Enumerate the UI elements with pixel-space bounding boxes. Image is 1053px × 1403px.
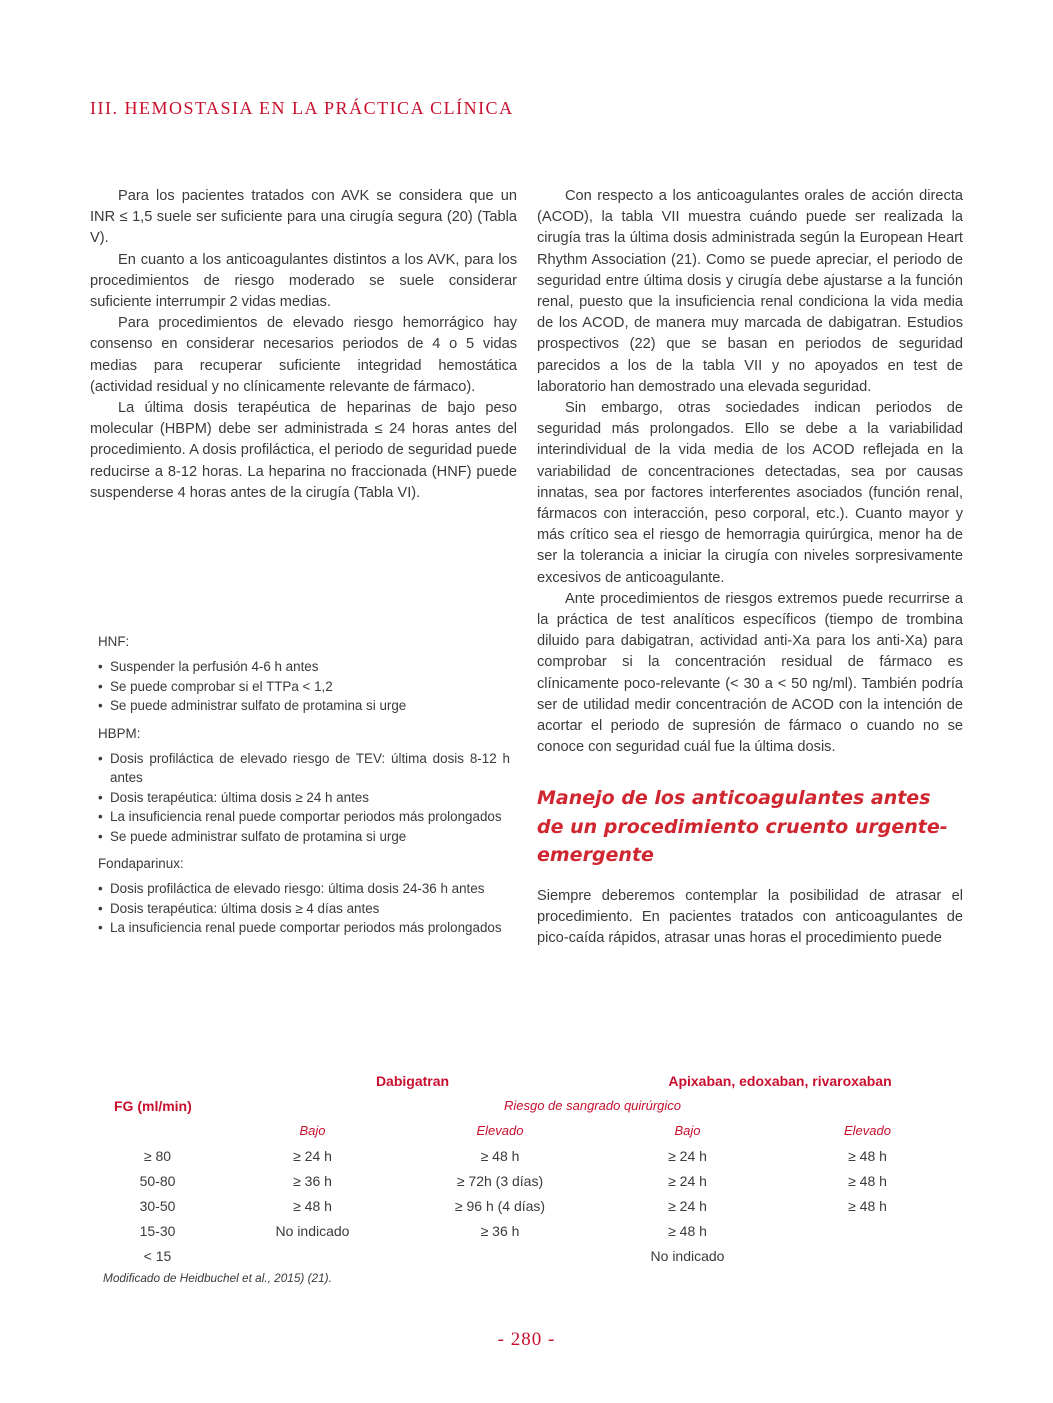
table-cell: 50-80 xyxy=(139,1172,176,1189)
table-cell xyxy=(775,1218,960,1243)
running-header: III. HEMOSTASIA EN LA PRÁCTICA CLÍNICA xyxy=(90,98,514,118)
fg-header: FG (ml/min) xyxy=(114,1097,192,1114)
table-footnote: Modificado de Heidbuchel et al., 2015) (21). xyxy=(103,1271,332,1285)
table-cell: ≥ 24 h xyxy=(293,1147,332,1164)
hbpm-title: HBPM: xyxy=(98,725,141,741)
table-cell: ≥ 24 h xyxy=(668,1147,707,1164)
section-heading: Manejo de los anticoagulantes antes de un procedimiento cruento urgente-emergente xyxy=(537,787,948,866)
table-header-row xyxy=(90,1093,960,1118)
table-cell: ≥ 36 h xyxy=(480,1222,520,1239)
hbpm-list xyxy=(98,749,510,846)
table-row xyxy=(90,1168,960,1193)
table-cell: ≥ 48 h xyxy=(293,1197,332,1214)
subheader-cell: Elevado xyxy=(844,1123,891,1138)
table-cell: ≥ 96 h (4 días) xyxy=(454,1197,546,1214)
table-row xyxy=(90,1218,960,1243)
list-item: • Dosis profiláctica de elevado riesgo de TEV: última dosis 8-12 h antes xyxy=(98,749,510,788)
drug-header-dabigatran: Dabigatran xyxy=(375,1072,450,1089)
risk-header: Riesgo de sangrado quirúrgico xyxy=(503,1098,682,1113)
list-item: • La insuficiencia renal puede comportar periodos más prolongados xyxy=(98,807,510,826)
table-row xyxy=(90,1193,960,1218)
table-cell: ≥ 48 h xyxy=(480,1147,520,1164)
table-cell: 15-30 xyxy=(139,1222,176,1239)
paragraph: Ante procedimientos de riesgos extremos puede recurrirse a la práctica de test analíticos específicos (tiempo de trombina diluido para dabigatran, actividad anti-Xa para los anti-Xa) para comprobar si la concentración residual de fármaco es clínicamente poco-relevante (< 30 a < 50 ng/ml). También podría ser de utilidad medir concentración de ACOD con la intención de acortar el periodo de supresión de fármaco o cuando no se conoce con seguridad cuál fue la última dosis. xyxy=(537,590,963,756)
table-cell: No indicado xyxy=(275,1222,350,1239)
list-item: • Se puede comprobar si el TTPa < 1,2 xyxy=(98,677,510,696)
acod-table xyxy=(90,1068,960,1268)
table-cell: No indicado xyxy=(650,1247,725,1264)
fondaparinux-title: Fondaparinux: xyxy=(98,856,184,872)
table-cell: 30-50 xyxy=(139,1197,176,1214)
table-header-row xyxy=(90,1068,960,1093)
table-cell: ≥ 24 h xyxy=(668,1197,707,1214)
subheader-cell: Elevado xyxy=(476,1123,524,1138)
list-item: • Suspender la perfusión 4-6 h antes xyxy=(98,657,510,676)
hnf-title: HNF: xyxy=(98,634,130,649)
table-cell: ≥ 80 xyxy=(143,1147,172,1164)
table-cell: ≥ 48 h xyxy=(668,1222,707,1239)
paragraph: Siempre deberemos contemplar la posibilidad de atrasar el procedimiento. En pacientes tratados con anticoagulantes de pico-caída rápidos, atrasar unas horas el procedimiento puede xyxy=(537,888,963,947)
list-item: • Se puede administrar sulfato de protamina si urge xyxy=(98,696,510,715)
paragraph: En cuanto a los anticoagulantes distintos a los AVK, para los procedimientos de riesgo moderado se suele considerar suficiente interrumpir 2 vidas medias. xyxy=(90,251,517,311)
hnf-list xyxy=(98,657,510,715)
table-cell: ≥ 48 h xyxy=(848,1197,887,1214)
table-cell: ≥ 48 h xyxy=(848,1147,887,1164)
table-cell xyxy=(225,1243,400,1268)
heparin-recommendations-box xyxy=(98,632,510,946)
paragraph: La última dosis terapéutica de heparinas de bajo peso molecular (HBPM) debe ser administrada ≤ 24 horas antes del procedimiento. A dosis profiláctica, el periodo de seguridad puede reducirse a 8-12 horas. La heparina no fraccionada (HNF) puede suspenderse 4 horas antes de la cirugía (Tabla VI). xyxy=(90,400,517,501)
paragraph: Para los pacientes tratados con AVK se considera que un INR ≤ 1,5 suele ser suficiente para una cirugía segura (20) (Tabla V). xyxy=(90,188,517,247)
paragraph: Sin embargo, otras sociedades indican periodos de seguridad más prolongados. Ello se debe a la variabilidad interindividual de la vida media de los ACOD reflejada en la variabilidad de concentraciones detectadas, sea por causas innatas, sea por factores interferentes asociados (función renal, fármacos con interacción, peso corporal, etc.). Cuanto mayor y más crítico sea el riesgo de hemorragia quirúrgica, menor ha de ser la tolerancia a iniciar la cirugía con niveles sorpresivamente excesivos de anticoagulante. xyxy=(537,400,963,586)
subheader-cell: Bajo xyxy=(299,1123,326,1138)
paragraph: Con respecto a los anticoagulantes orales de acción directa (ACOD), la tabla VII muestra cuándo puede ser realizada la cirugía tras la última dosis administrada según la European Heart Rhythm Association (21). Como se puede apreciar, el periodo de seguridad entre última dosis y cirugía debe ajustarse a la función renal, puesto que la insuficiencia renal condiciona la vida media de los ACOD, de manera muy marcada de dabigatran. Estudios prospectivos (22) que se basan en periodos de seguridad parecidos a los de la tabla VII y no apoyados en test de laboratorio han demostrado una elevada seguridad. xyxy=(537,188,963,395)
left-column xyxy=(90,186,517,504)
table-cell: ≥ 36 h xyxy=(293,1172,332,1189)
list-item: • La insuficiencia renal puede comportar periodos más prolongados xyxy=(98,918,510,937)
table-cell xyxy=(775,1243,960,1268)
list-item: • Dosis terapéutica: última dosis ≥ 4 días antes xyxy=(98,899,510,918)
table-cell: < 15 xyxy=(143,1247,172,1264)
list-item: • Dosis profiláctica de elevado riesgo: última dosis 24-36 h antes xyxy=(98,879,510,898)
table-cell: ≥ 24 h xyxy=(668,1172,707,1189)
right-column xyxy=(537,186,963,758)
subheader-cell: Bajo xyxy=(674,1123,701,1138)
section-body xyxy=(537,886,963,950)
page-number: - 280 - xyxy=(497,1329,556,1350)
table-cell: ≥ 72h (3 días) xyxy=(456,1172,544,1189)
drug-header-antixa: Apixaban, edoxaban, rivaroxaban xyxy=(668,1072,892,1089)
table-cell: ≥ 48 h xyxy=(848,1172,887,1189)
table-row xyxy=(90,1143,960,1168)
paragraph: Para procedimientos de elevado riesgo hemorrágico hay consenso en considerar necesarios periodos de 4 o 5 vidas medias para recuperar suficiente integridad hemostática (actividad residual y no clínicamente relevante de fármaco). xyxy=(90,315,517,395)
table-row xyxy=(90,1243,960,1268)
table-subheader-row xyxy=(90,1118,960,1143)
fondaparinux-list xyxy=(98,879,510,937)
list-item: • Dosis terapéutica: última dosis ≥ 24 h antes xyxy=(98,788,510,807)
table-cell xyxy=(400,1243,600,1268)
list-item: • Se puede administrar sulfato de protamina si urge xyxy=(98,827,510,846)
